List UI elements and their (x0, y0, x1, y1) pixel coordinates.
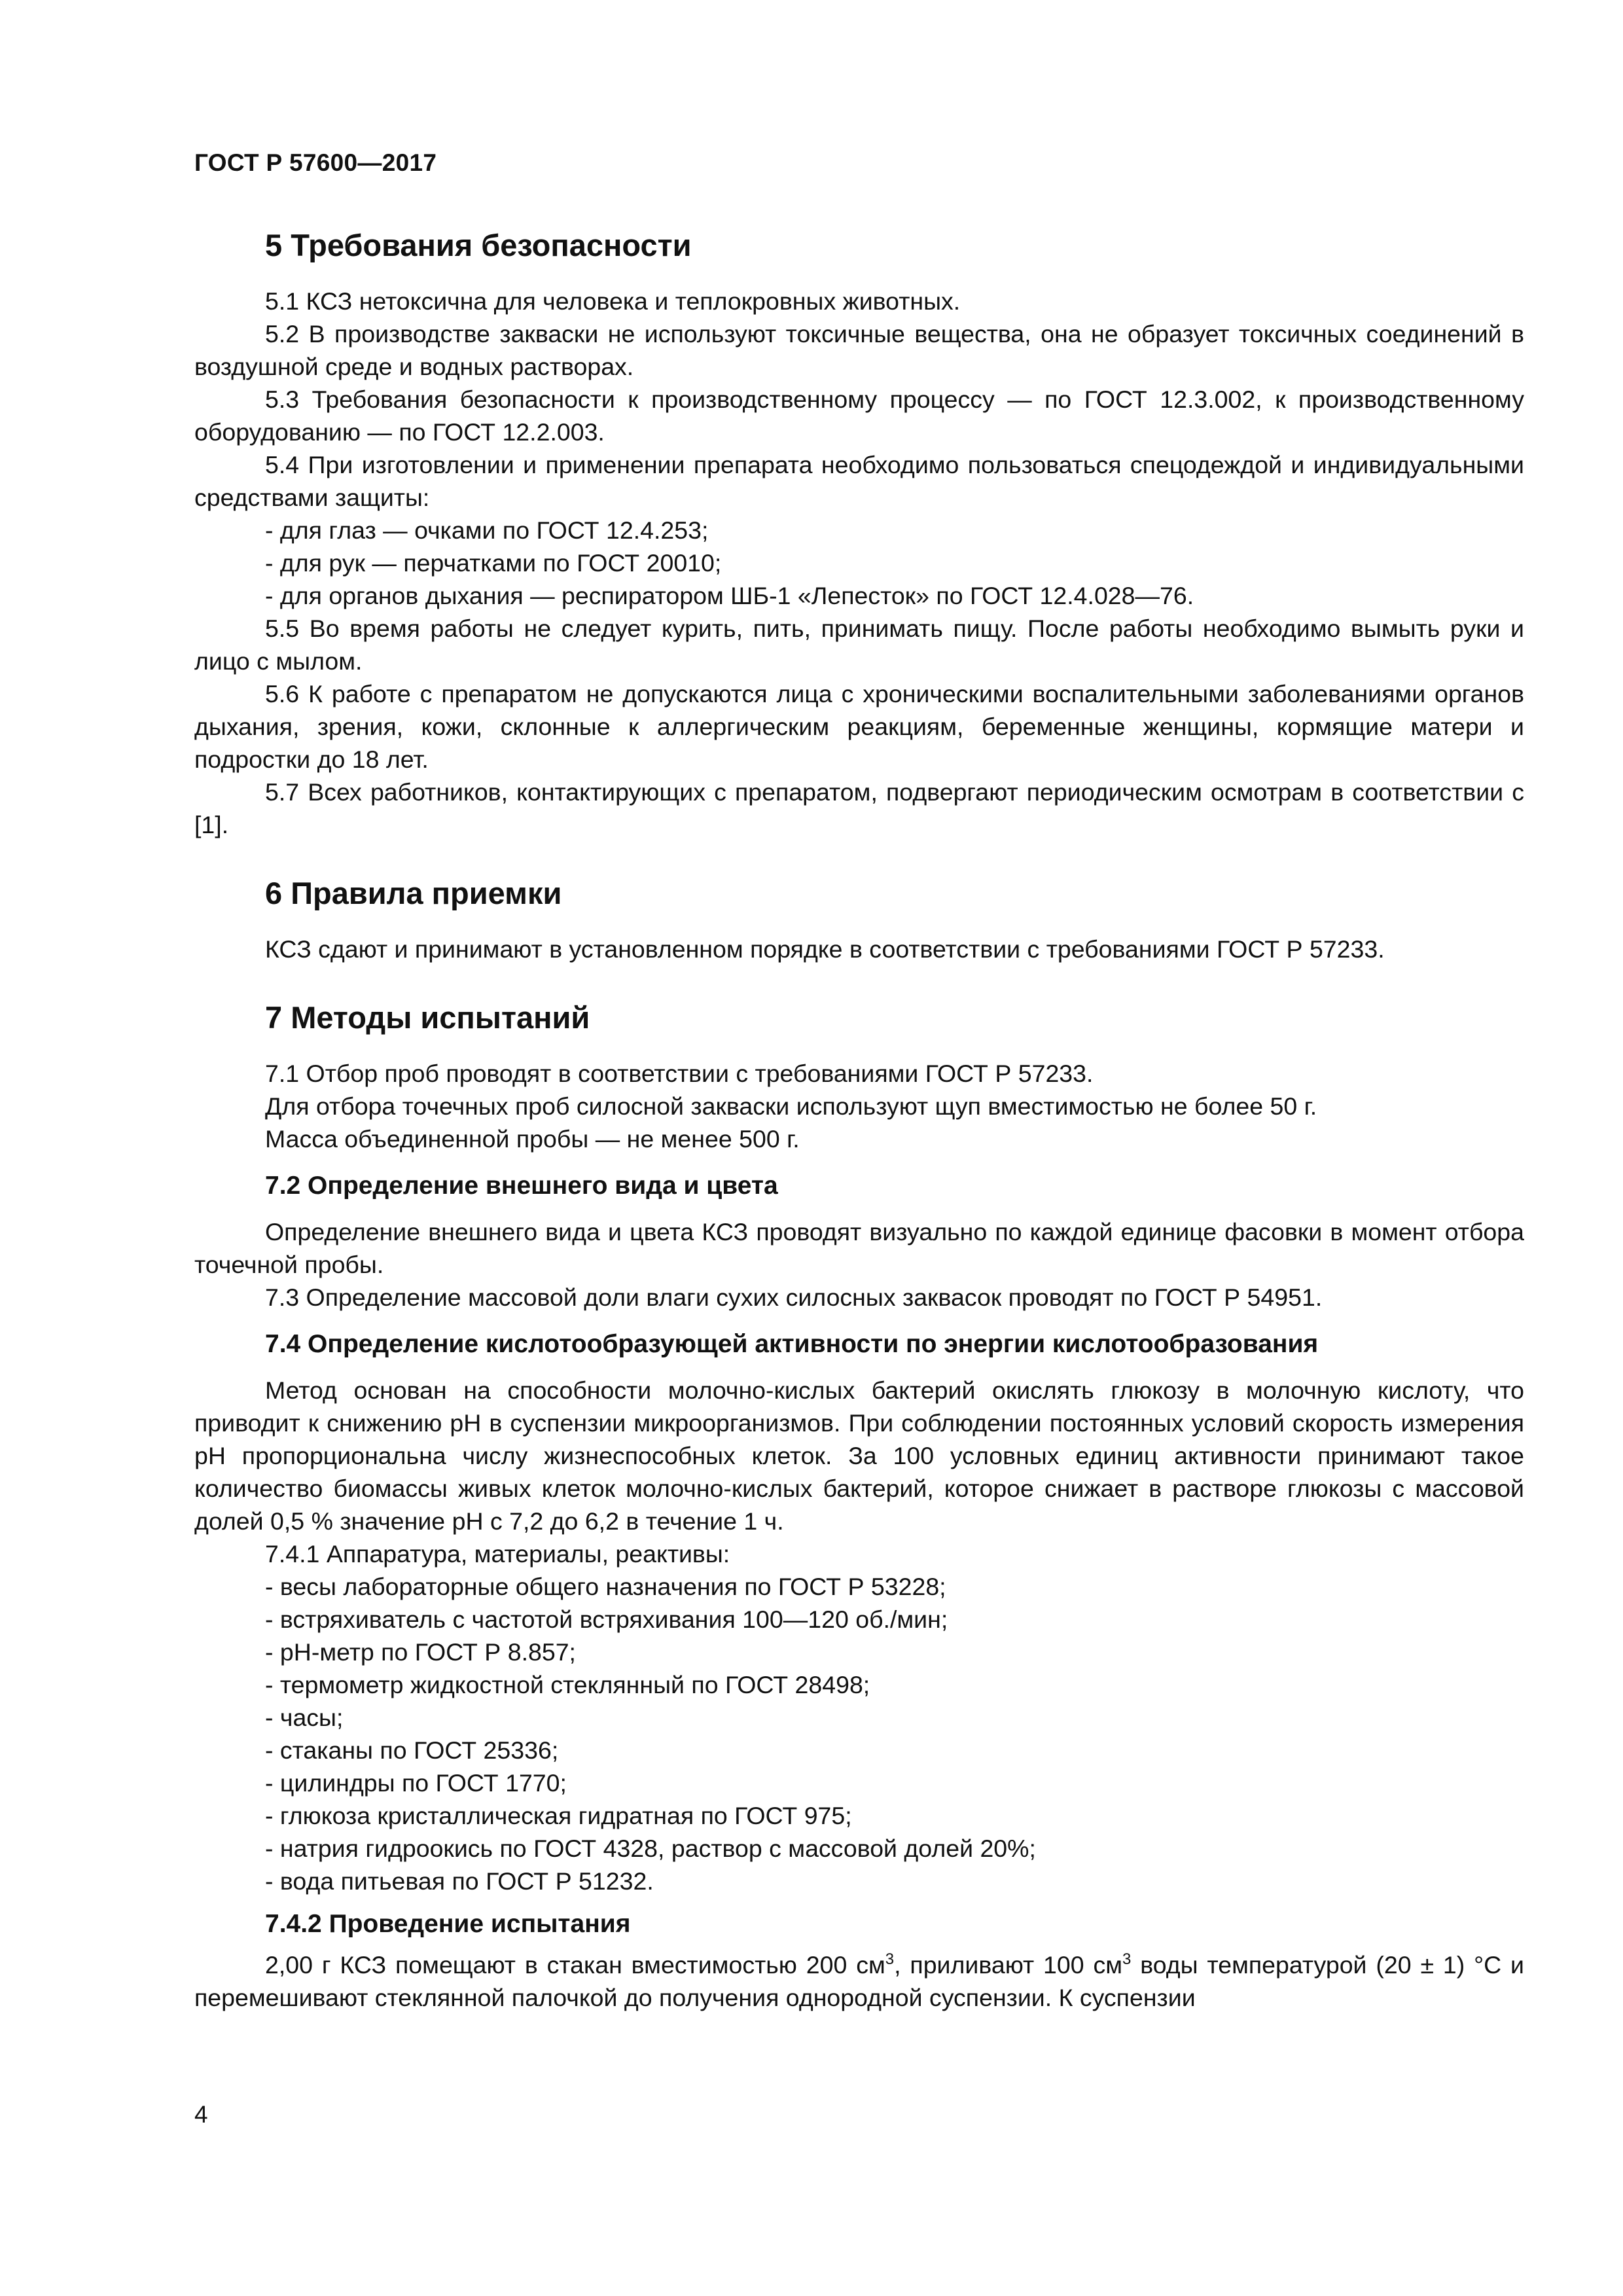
text-run: воды температурой (20 ± 1) °С и перемешивают стеклянной палочкой до получения однородной суспензии. К суспензии (194, 1951, 1524, 2011)
subsection-7-4-title: 7.4 Определение кислотообразующей активности по энергии кислотообразования (265, 1330, 1319, 1358)
text-run: 2,00 г КСЗ помещают в стакан вместимостью 200 см (265, 1951, 885, 1979)
list-item: - термометр жидкостной стеклянный по ГОСТ 28498; (265, 1671, 870, 1698)
paragraph-7-3: 7.3 Определение массовой доли влаги сухих силосных заквасок проводят по ГОСТ Р 54951. (265, 1283, 1323, 1311)
list-item: - стаканы по ГОСТ 25336; (265, 1736, 559, 1764)
list-item: - встряхиватель с частотой встряхивания 100—120 об./мин; (265, 1605, 948, 1633)
paragraph-5-5: 5.5 Во время работы не следует курить, пить, принимать пищу. После работы необходимо вымыть руки и лицо с мылом. (194, 615, 1524, 675)
text-run: , приливают 100 см (894, 1951, 1123, 1979)
paragraph-5-2: 5.2 В производстве закваски не используют токсичные вещества, она не образует токсичных соединений в воздушной среде и водных растворах. (194, 320, 1524, 380)
paragraph-5-7: 5.7 Всех работников, контактирующих с препаратом, подвергают периодическим осмотрам в соответствии с [1]. (194, 778, 1524, 838)
paragraph-6: КСЗ сдают и принимают в установленном порядке в соответствии с требованиями ГОСТ Р 57233. (265, 935, 1385, 963)
paragraph-7-4-2 (194, 1948, 1524, 2014)
superscript: 3 (1122, 1950, 1132, 1968)
list-item: - часы; (265, 1704, 344, 1731)
paragraph-5-4: 5.4 При изготовлении и применении препарата необходимо пользоваться спецодеждой и индивидуальными средствами защиты: (194, 451, 1524, 511)
page-number: 4 (194, 2101, 208, 2128)
paragraph-5-6: 5.6 К работе с препаратом не допускаются лица с хроническими воспалительными заболеваниями органов дыхания, зрения, кожи, склонные к аллергическим реакциям, беременные женщины, кормящие матери и подростки до 18 лет. (194, 680, 1524, 773)
paragraph-7-4-1: 7.4.1 Аппаратура, материалы, реактивы: (265, 1540, 730, 1568)
list-item: - для рук — перчатками по ГОСТ 20010; (265, 549, 722, 577)
paragraph-7-2: Определение внешнего вида и цвета КСЗ проводят визуально по каждой единице фасовки в момент отбора точечной пробы. (194, 1218, 1524, 1278)
list-item: - для глаз — очками по ГОСТ 12.4.253; (265, 516, 709, 544)
paragraph-7-1-mass: Масса объединенной пробы — не менее 500 г. (265, 1125, 800, 1153)
list-item: - рН-метр по ГОСТ Р 8.857; (265, 1638, 576, 1666)
list-item: - для органов дыхания — респиратором ШБ-1 «Лепесток» по ГОСТ 12.4.028—76. (265, 582, 1194, 609)
document-code: ГОСТ Р 57600—2017 (194, 149, 437, 176)
list-item: - цилиндры по ГОСТ 1770; (265, 1769, 567, 1797)
subsection-7-2-title: 7.2 Определение внешнего вида и цвета (265, 1172, 778, 1200)
paragraph-5-1: 5.1 КСЗ нетоксична для человека и теплокровных животных. (265, 287, 961, 315)
paragraph-5-3: 5.3 Требования безопасности к производственному процессу — по ГОСТ 12.3.002, к производственному оборудованию — по ГОСТ 12.2.003. (194, 386, 1524, 446)
section-5-title: 5 Требования безопасности (265, 228, 692, 262)
list-item: - глюкоза кристаллическая гидратная по ГОСТ 975; (265, 1802, 852, 1829)
paragraph-7-1-sampling: Для отбора точечных проб силосной закваски используют щуп вместимостью не более 50 г. (265, 1092, 1317, 1120)
paragraph-7-1: 7.1 Отбор проб проводят в соответствии с требованиями ГОСТ Р 57233. (265, 1060, 1094, 1087)
paragraph-7-4: Метод основан на способности молочно-кислых бактерий окислять глюкозу в молочную кислоту, что приводит к снижению рН в суспензии микроорганизмов. При соблюдении постоянных условий скорость измерения рН пропорциональна числу жизнеспособных клеток. За 100 условных единиц активности принимают такое количество биомассы живых клеток молочно-кислых бактерий, которое снижает в растворе глюкозы с массовой долей 0,5 % значение рН с 7,2 до 6,2 в течение 1 ч. (194, 1376, 1524, 1535)
superscript: 3 (885, 1950, 895, 1968)
section-6-title: 6 Правила приемки (265, 876, 562, 910)
section-7-title: 7 Методы испытаний (265, 1000, 590, 1035)
subsection-7-4-2-title: 7.4.2 Проведение испытания (265, 1910, 631, 1938)
list-item: - весы лабораторные общего назначения по ГОСТ Р 53228; (265, 1573, 946, 1600)
list-item: - натрия гидроокись по ГОСТ 4328, раствор с массовой долей 20%; (265, 1835, 1036, 1862)
document-body (194, 0, 1524, 2014)
list-item: - вода питьевая по ГОСТ Р 51232. (265, 1867, 654, 1895)
